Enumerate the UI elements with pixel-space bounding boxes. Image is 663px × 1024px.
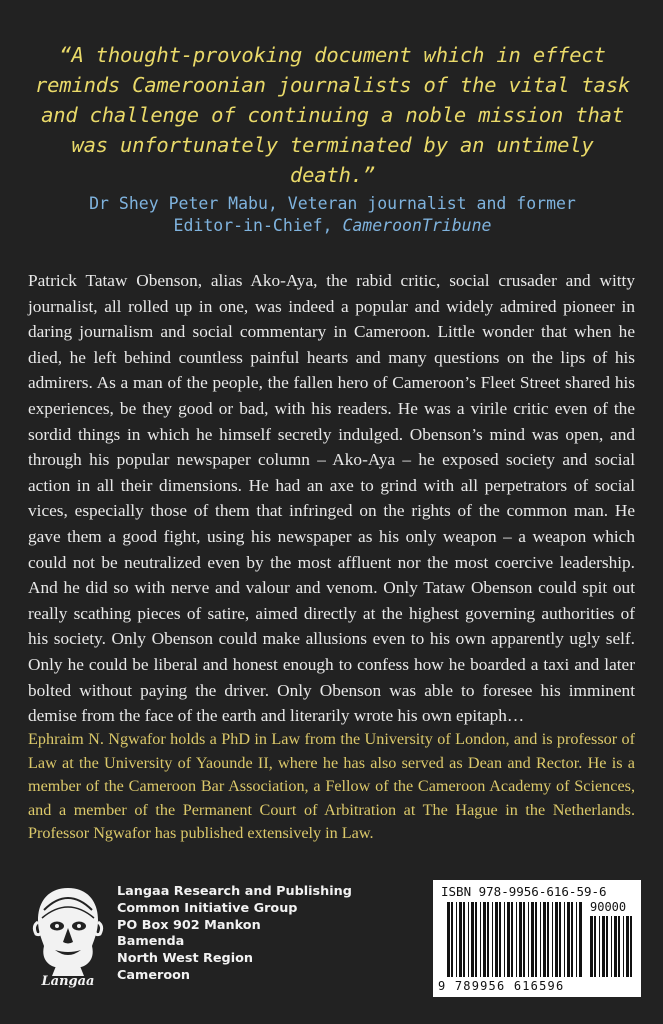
barcode-digits: 9 789956 616596 [438, 979, 565, 993]
author-bio: Ephraim N. Ngwafor holds a PhD in Law from the University of London, and is professor of Law at the University of Yaounde II, where he has also served as Dean and Rector. He is a member of the Cameroon Bar Association, a Fellow of the Cameroon Academy of Sciences, and a member of the Permanent Court of Arbitration at The Hague in the Netherlands. Professor Ngwafor has published extensively in Law. [28, 730, 635, 843]
barcode-bar [599, 916, 600, 977]
publisher-line: PO Box 902 Mankon [117, 917, 261, 933]
barcode-bar [487, 902, 489, 977]
book-description: Patrick Tataw Obenson, alias Ako-Aya, the rabid critic, social crusader and witty journalist, all rolled up in one, was indeed a popular and widely admired pioneer in daring journalism and social commentary in Cameroon. Little wonder that when he died, he left behind countless painful hearts and many questions on the lips of his admirers. As a man of the people, the fallen hero of Cameroon’s Fleet Street shared his experiences, be they good or bad, with his readers. He was a virile critic even of the sordid things in which he himself secretly indulged. Obenson’s mind was open, and through his popular newspaper column – Ako-Aya – he exposed society and social action in all their dimensions. He had an axe to grind with all perpetrators of social vices, especially those of them that infringed on the rights of the common man. He gave them a good fight, using his newspaper as his only weapon – a weapon which could not be neutralized even by the most affluent nor the most coercive leadership. And he did so with nerve and valour and venom. Only Tataw Obenson could spit out really scathing pieces of satire, aimed directly at the highest governing authorities of his society. Only Obenson could make allusions even to his own apparently ugly self. Only he could be liberal and honest enough to confess how he boarded a taxi and later bolted without paying the driver. Only Obenson was able to foresee his imminent demise from the face of the earth and literarily wrote his own epitaph… [28, 271, 635, 726]
barcode-bar [594, 916, 596, 977]
attribution-publication: CameroonTribune [342, 216, 492, 235]
barcode-bar [528, 902, 529, 977]
logo-wordmark: Langaa [41, 974, 95, 989]
barcode-bar [590, 916, 593, 977]
barcode-bar [483, 902, 486, 977]
barcode-bar [523, 902, 525, 977]
barcode-bar [475, 902, 477, 977]
barcode-bar [576, 902, 577, 977]
barcode-bar [571, 902, 573, 977]
barcode-bar [471, 902, 474, 977]
barcode-bar [459, 902, 462, 977]
barcode-bar [468, 902, 469, 977]
barcode-bar [543, 902, 546, 977]
quote-attribution [20, 193, 645, 237]
barcode-bar [495, 902, 498, 977]
barcode-bar [579, 902, 582, 977]
barcode-bar [463, 902, 465, 977]
barcode-bar [447, 902, 450, 977]
barcode-bar [564, 902, 565, 977]
barcode-bar [451, 902, 453, 977]
isbn-number: ISBN 978-9956-616-59-6 [441, 884, 607, 899]
barcode-bar [547, 902, 549, 977]
barcode-bar [516, 902, 517, 977]
publisher-line: Bamenda [117, 934, 185, 950]
attribution-role-prefix: Editor-in-Chief, [173, 216, 333, 235]
barcode-bar [567, 902, 570, 977]
publisher-line: Cameroon [117, 967, 191, 983]
endorsement-quote: “A thought-provoking document which in effect reminds Cameroonian journalists of the vital task and challenge of continuing a noble mission that was unfortunately terminated by an untimely death.” [35, 43, 630, 187]
barcode-bar [511, 902, 513, 977]
barcode-bar [559, 902, 561, 977]
barcode-bar [552, 902, 553, 977]
barcode-bar [504, 902, 505, 977]
barcode-bar [623, 916, 624, 977]
barcode-bar [519, 902, 522, 977]
barcode-bar [480, 902, 481, 977]
barcode-bar [492, 902, 493, 977]
price-code: 90000 [590, 900, 627, 914]
barcode-bar [535, 902, 537, 977]
attribution-role [20, 215, 645, 237]
barcode-bar [606, 916, 608, 977]
barcode-bar [602, 916, 605, 977]
attribution-name: Dr Shey Peter Mabu, Veteran journalist and former [89, 194, 576, 213]
barcode-bar [630, 916, 632, 977]
barcode-bar [614, 916, 617, 977]
barcode-bar [456, 902, 457, 977]
barcode-bar [507, 902, 510, 977]
publisher-line: North West Region [117, 951, 254, 967]
publisher-line: Common Initiative Group [117, 900, 298, 916]
barcode-bar [499, 902, 501, 977]
barcode-bar [531, 902, 534, 977]
barcode-bar [611, 916, 612, 977]
barcode-bar [555, 902, 558, 977]
publisher-info [117, 884, 387, 985]
barcode-bar [618, 916, 620, 977]
barcode-bar [540, 902, 541, 977]
barcode-bar [626, 916, 629, 977]
barcode-panel [433, 880, 641, 997]
publisher-line: Langaa Research and Publishing [117, 884, 352, 899]
